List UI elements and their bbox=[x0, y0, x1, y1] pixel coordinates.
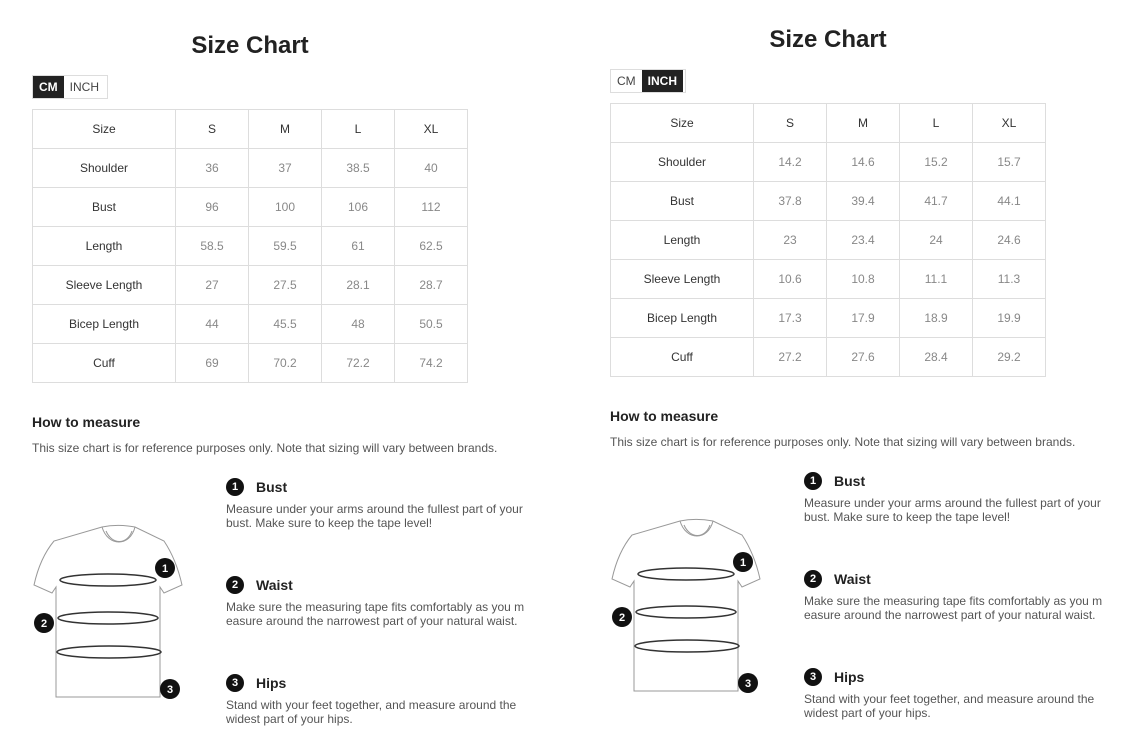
table-header-row bbox=[33, 110, 468, 149]
table-row bbox=[33, 227, 468, 266]
size-chart-panel-cm bbox=[32, 32, 552, 747]
step-title: Bust bbox=[834, 473, 866, 489]
size-table bbox=[610, 103, 1046, 377]
table-cell: 44.1 bbox=[973, 182, 1046, 221]
marker-2-icon bbox=[34, 613, 54, 633]
how-to-measure-section bbox=[32, 477, 552, 747]
table-cell: 28.4 bbox=[900, 338, 973, 377]
step-title: Hips bbox=[834, 669, 865, 685]
table-cell: 69 bbox=[176, 344, 249, 383]
table-row bbox=[611, 143, 1046, 182]
table-cell: 74.2 bbox=[395, 344, 468, 383]
table-cell: 10.6 bbox=[754, 260, 827, 299]
svg-text:1: 1 bbox=[739, 557, 747, 569]
table-cell: 17.3 bbox=[754, 299, 827, 338]
column-header: M bbox=[249, 110, 322, 149]
column-header: S bbox=[176, 110, 249, 149]
step-description: Make sure the measuring tape fits comfortably as you m easure around the narrowest part of your natural waist. bbox=[804, 594, 1103, 622]
column-header: XL bbox=[973, 104, 1046, 143]
step-title: Waist bbox=[834, 571, 871, 587]
column-header: XL bbox=[395, 110, 468, 149]
step-description: Make sure the measuring tape fits comfortably as you m easure around the narrowest part of your natural waist. bbox=[226, 600, 525, 628]
step-bust bbox=[226, 477, 526, 530]
row-label: Bust bbox=[33, 188, 176, 227]
step-description: Stand with your feet together, and measure around the widest part of your hips. bbox=[804, 692, 1095, 720]
size-table bbox=[32, 109, 468, 383]
table-cell: 106 bbox=[322, 188, 395, 227]
column-header: Size bbox=[33, 110, 176, 149]
step-description: Stand with your feet together, and measure around the widest part of your hips. bbox=[226, 698, 517, 726]
table-row bbox=[611, 338, 1046, 377]
table-row bbox=[33, 188, 468, 227]
table-cell: 96 bbox=[176, 188, 249, 227]
table-cell: 27.6 bbox=[827, 338, 900, 377]
table-header-row bbox=[611, 104, 1046, 143]
shirt-illustration bbox=[32, 517, 187, 717]
step-hips bbox=[226, 673, 526, 726]
row-label: Bicep Length bbox=[611, 299, 754, 338]
reference-note: This size chart is for reference purposes only. Note that sizing will vary between brands. bbox=[610, 435, 1076, 449]
table-cell: 19.9 bbox=[973, 299, 1046, 338]
table-cell: 38.5 bbox=[322, 149, 395, 188]
row-label: Length bbox=[33, 227, 176, 266]
how-to-measure-heading: How to measure bbox=[610, 408, 719, 424]
row-label: Cuff bbox=[33, 344, 176, 383]
step-waist bbox=[226, 575, 526, 628]
column-header: Size bbox=[611, 104, 754, 143]
table-row bbox=[611, 299, 1046, 338]
step-number-badge: 2 bbox=[804, 570, 822, 588]
table-cell: 28.7 bbox=[395, 266, 468, 305]
page-title: Size Chart bbox=[191, 32, 309, 59]
row-label: Shoulder bbox=[611, 143, 754, 182]
table-cell: 24 bbox=[900, 221, 973, 260]
table-cell: 48 bbox=[322, 305, 395, 344]
step-bust bbox=[804, 471, 1104, 524]
table-cell: 62.5 bbox=[395, 227, 468, 266]
table-cell: 50.5 bbox=[395, 305, 468, 344]
table-cell: 23.4 bbox=[827, 221, 900, 260]
table-cell: 37 bbox=[249, 149, 322, 188]
reference-note: This size chart is for reference purposes only. Note that sizing will vary between brands. bbox=[32, 441, 498, 455]
marker-3-icon bbox=[160, 679, 180, 699]
svg-text:2: 2 bbox=[40, 618, 48, 630]
unit-cm-button[interactable]: CM bbox=[611, 70, 642, 92]
svg-text:3: 3 bbox=[744, 678, 752, 690]
marker-1-icon bbox=[155, 558, 175, 578]
table-cell: 29.2 bbox=[973, 338, 1046, 377]
table-row bbox=[33, 344, 468, 383]
table-cell: 15.2 bbox=[900, 143, 973, 182]
table-cell: 59.5 bbox=[249, 227, 322, 266]
table-row bbox=[611, 221, 1046, 260]
table-cell: 27.2 bbox=[754, 338, 827, 377]
step-description: Measure under your arms around the fullest part of your bust. Make sure to keep the tape level! bbox=[804, 496, 1101, 524]
unit-inch-button[interactable]: INCH bbox=[642, 70, 683, 92]
table-row bbox=[611, 260, 1046, 299]
svg-text:3: 3 bbox=[166, 684, 174, 696]
table-cell: 23 bbox=[754, 221, 827, 260]
table-cell: 28.1 bbox=[322, 266, 395, 305]
step-number-badge: 1 bbox=[226, 478, 244, 496]
table-cell: 37.8 bbox=[754, 182, 827, 221]
table-cell: 112 bbox=[395, 188, 468, 227]
table-row bbox=[33, 149, 468, 188]
table-cell: 58.5 bbox=[176, 227, 249, 266]
table-cell: 100 bbox=[249, 188, 322, 227]
table-cell: 11.3 bbox=[973, 260, 1046, 299]
step-number-badge: 3 bbox=[804, 668, 822, 686]
size-chart-panel-inch bbox=[610, 26, 1130, 741]
column-header: L bbox=[322, 110, 395, 149]
row-label: Bust bbox=[611, 182, 754, 221]
row-label: Sleeve Length bbox=[33, 266, 176, 305]
marker-1-icon bbox=[733, 552, 753, 572]
table-cell: 45.5 bbox=[249, 305, 322, 344]
how-to-measure-heading: How to measure bbox=[32, 414, 141, 430]
table-cell: 36 bbox=[176, 149, 249, 188]
column-header: M bbox=[827, 104, 900, 143]
table-cell: 40 bbox=[395, 149, 468, 188]
table-cell: 70.2 bbox=[249, 344, 322, 383]
unit-toggle bbox=[610, 69, 686, 93]
page-title: Size Chart bbox=[769, 26, 887, 53]
svg-text:1: 1 bbox=[161, 563, 169, 575]
table-row bbox=[33, 305, 468, 344]
row-label: Shoulder bbox=[33, 149, 176, 188]
table-cell: 24.6 bbox=[973, 221, 1046, 260]
table-row bbox=[611, 182, 1046, 221]
table-cell: 14.6 bbox=[827, 143, 900, 182]
table-cell: 27.5 bbox=[249, 266, 322, 305]
table-row bbox=[33, 266, 468, 305]
column-header: S bbox=[754, 104, 827, 143]
table-cell: 61 bbox=[322, 227, 395, 266]
table-cell: 44 bbox=[176, 305, 249, 344]
table-cell: 72.2 bbox=[322, 344, 395, 383]
unit-inch-button[interactable]: INCH bbox=[64, 76, 105, 98]
table-cell: 39.4 bbox=[827, 182, 900, 221]
table-cell: 15.7 bbox=[973, 143, 1046, 182]
marker-3-icon bbox=[738, 673, 758, 693]
row-label: Bicep Length bbox=[33, 305, 176, 344]
table-cell: 10.8 bbox=[827, 260, 900, 299]
row-label: Sleeve Length bbox=[611, 260, 754, 299]
step-number-badge: 1 bbox=[804, 472, 822, 490]
table-cell: 11.1 bbox=[900, 260, 973, 299]
unit-cm-button[interactable]: CM bbox=[33, 76, 64, 98]
step-title: Hips bbox=[256, 675, 287, 691]
step-title: Bust bbox=[256, 479, 288, 495]
step-hips bbox=[804, 667, 1104, 720]
step-number-badge: 3 bbox=[226, 674, 244, 692]
how-to-measure-section bbox=[610, 471, 1130, 741]
step-description: Measure under your arms around the fullest part of your bust. Make sure to keep the tape level! bbox=[226, 502, 523, 530]
svg-text:2: 2 bbox=[618, 612, 626, 624]
step-title: Waist bbox=[256, 577, 293, 593]
marker-2-icon bbox=[612, 607, 632, 627]
table-cell: 18.9 bbox=[900, 299, 973, 338]
unit-toggle bbox=[32, 75, 108, 99]
table-cell: 14.2 bbox=[754, 143, 827, 182]
table-cell: 41.7 bbox=[900, 182, 973, 221]
table-cell: 27 bbox=[176, 266, 249, 305]
step-waist bbox=[804, 569, 1104, 622]
shirt-illustration bbox=[610, 511, 765, 711]
column-header: L bbox=[900, 104, 973, 143]
row-label: Cuff bbox=[611, 338, 754, 377]
row-label: Length bbox=[611, 221, 754, 260]
step-number-badge: 2 bbox=[226, 576, 244, 594]
table-cell: 17.9 bbox=[827, 299, 900, 338]
